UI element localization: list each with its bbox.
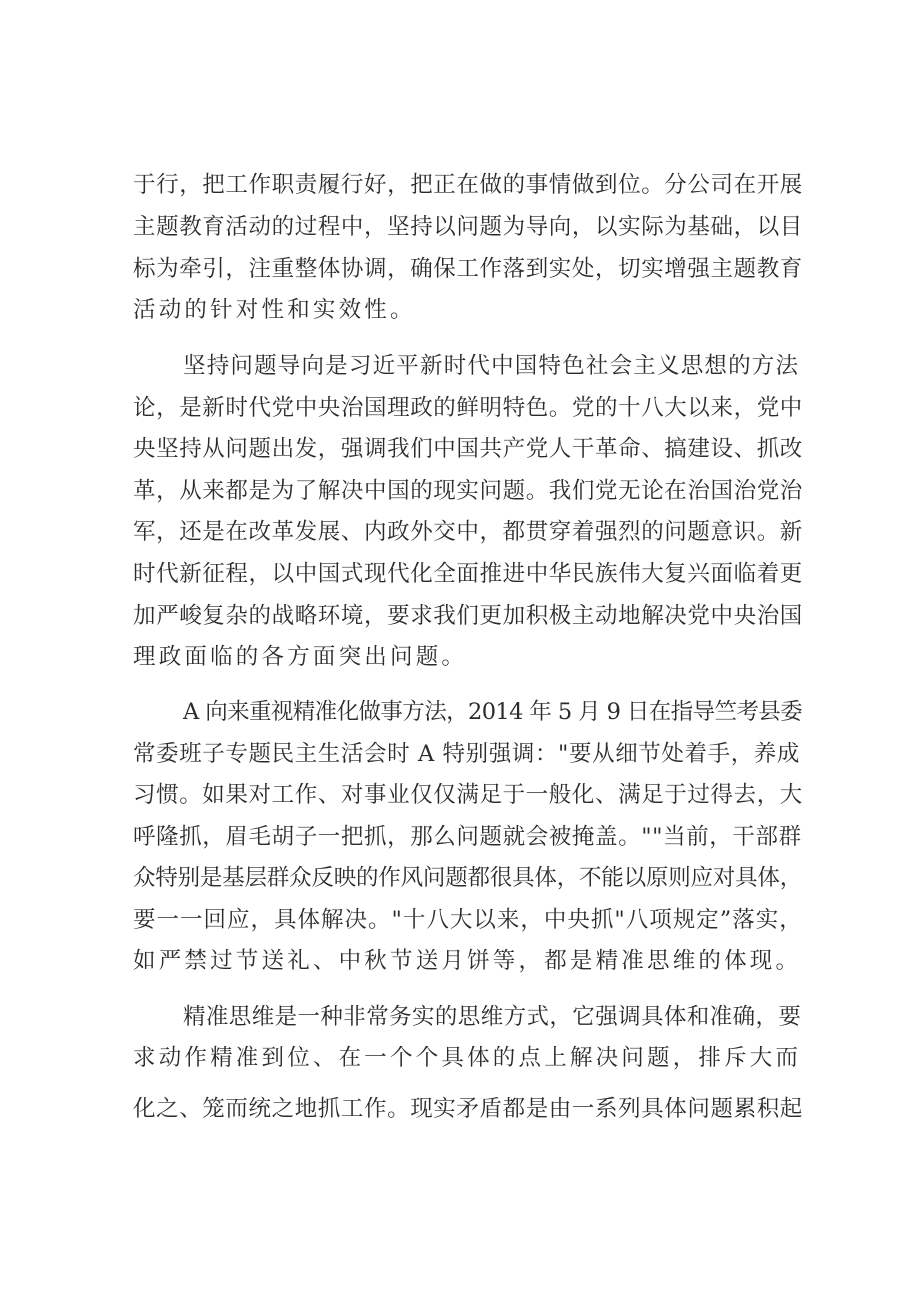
paragraph-line: 众特别是基层群众反映的作风问题都很具体，不能以原则应对具体， <box>133 865 803 891</box>
paragraph-line: 常委班子专题民主生活会时 A 特别强调："要从细节处着手，养成 <box>133 741 801 767</box>
paragraph-line: 时代新征程，以中国式现代化全面推进中华民族伟大复兴面临着更 <box>133 561 803 587</box>
paragraph-line: 军，还是在改革发展、内政外交中，都贯穿着强烈的问题意识。新 <box>133 519 803 545</box>
paragraph-line: 活动的针对性和实效性。 <box>133 297 416 323</box>
paragraph-line: A 向来重视精准化做事方法，2014 年 5 月 9 日在指导竺考县委 <box>183 699 803 725</box>
paragraph-line: 呼隆抓，眉毛胡子一把抓，那么问题就会被掩盖。""当前，干部群 <box>133 824 802 850</box>
paragraph-line: 论，是新时代党中央治国理政的鲜明特色。党的十八大以来，党中 <box>133 395 803 421</box>
paragraph-line: 求动作精准到位、在一个个具体的点上解决问题，排斥大而 <box>133 1045 802 1071</box>
paragraph-line: 习惯。如果对工作、对事业仅仅满足于一般化、满足于过得去，大 <box>133 782 803 808</box>
paragraph-line: 标为牵引，注重整体协调，确保工作落到实处，切实增强主题教育 <box>133 256 803 282</box>
paragraph-line: 革，从来都是为了解决中国的现实问题。我们党无论在治国治党治 <box>133 478 803 504</box>
paragraph-line: 主题教育活动的过程中，坚持以问题为导向，以实际为基础，以目 <box>133 214 803 240</box>
paragraph-line: 坚持问题导向是习近平新时代中国特色社会主义思想的方法 <box>183 353 800 379</box>
paragraph-line: 要一一回应，具体解决。"十八大以来，中央抓"八项规定”落实， <box>133 907 803 933</box>
paragraph-line: 理政面临的各方面突出问题。 <box>133 644 468 670</box>
paragraph-line: 化之、笼而统之地抓工作。现实矛盾都是由一系列具体问题累积起 <box>133 1096 803 1122</box>
paragraph-line: 央坚持从问题出发，强调我们中国共产党人干革命、搞建设、抓改 <box>133 436 803 462</box>
paragraph-line: 于行，把工作职责履行好，把正在做的事情做到位。分公司在开展 <box>133 172 803 198</box>
paragraph-line: 加严峻复杂的战略环境，要求我们更加积极主动地解决党中央治国 <box>133 603 803 629</box>
paragraph-line: 如严禁过节送礼、中秋节送月饼等，都是精准思维的体现。 <box>133 948 802 974</box>
paragraph-line: 精准思维是一种非常务实的思维方式，它强调具体和准确，要 <box>183 1004 802 1030</box>
